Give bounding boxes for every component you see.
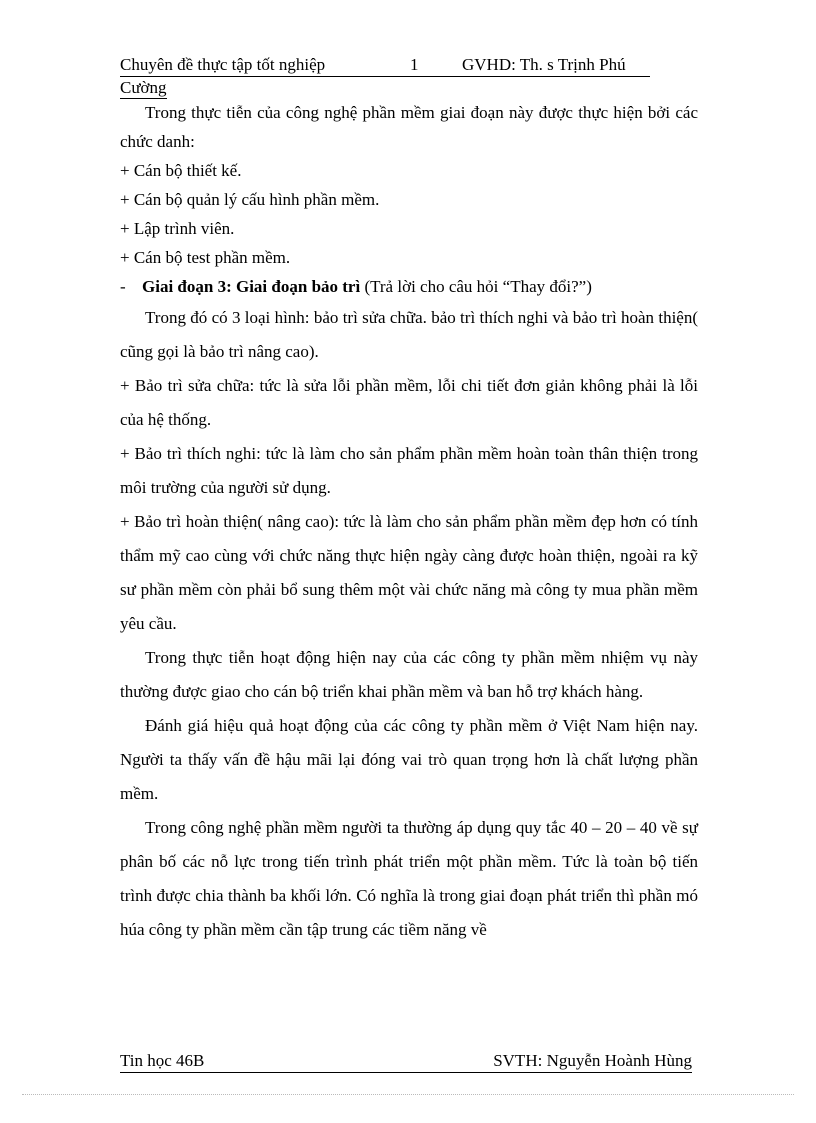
page-footer [120, 1050, 692, 1073]
list-item-adaptive: + Bảo trì thích nghi: tức là làm cho sản phẩm phần mềm hoàn toàn thân thiện trong môi trường của người sử dụng. [120, 444, 698, 497]
list-item-config-manager: + Cán bộ quản lý cấu hình phần mềm. [120, 190, 380, 209]
list-item-programmer: + Lập trình viên. [120, 219, 235, 238]
list-item-designer: + Cán bộ thiết kế. [120, 161, 242, 180]
header-page-number: 1 [410, 55, 419, 74]
section-heading-note: (Trả lời cho câu hỏi “Thay đổi?”) [360, 277, 592, 296]
section-heading-bold: Giai đoạn 3: Giai đoạn bảo trì [142, 277, 361, 296]
header-advisor: GVHD: Th. s Trịnh Phú [462, 55, 626, 74]
list-item-perfective: + Bảo trì hoàn thiện( nâng cao): tức là làm cho sản phẩm phần mềm đẹp hơn có tính thẩm mỹ cao cùng với chức năng thực hiện ngày càng được hoàn thiện, ngoài ra kỹ sư phần mềm còn phải bổ sung thêm một vài chức năng mà công ty mua phần mềm yêu cầu. [120, 512, 698, 633]
header-advisor-continuation: Cường [120, 78, 167, 97]
page-header [120, 54, 650, 99]
list-item-tester: + Cán bộ test phần mềm. [120, 248, 291, 267]
page-break-divider [22, 1094, 794, 1095]
paragraph-evaluation: Đánh giá hiệu quả hoạt động của các công ty phần mềm ở Việt Nam hiện nay. Người ta thấy vấn đề hậu mãi lại đóng vai trò quan trọng hơn là chất lượng phần mềm. [120, 716, 698, 803]
header-row [120, 54, 650, 77]
header-title: Chuyên đề thực tập tốt nghiệp [120, 55, 326, 74]
paragraph-practice: Trong thực tiễn hoạt động hiện nay của các công ty phần mềm nhiệm vụ này thường được giao cho cán bộ triển khai phần mềm và ban hỗ trợ khách hàng. [120, 648, 698, 701]
footer-class: Tin học 46B [120, 1051, 205, 1070]
footer-student: SVTH: Nguyễn Hoành Hùng [493, 1051, 692, 1070]
section-heading-phase-3 [120, 272, 698, 301]
document-body [120, 98, 698, 947]
list-item-corrective: + Bảo trì sửa chữa: tức là sửa lỗi phần mềm, lỗi chi tiết đơn giản không phải là lỗi của hệ thống. [120, 376, 698, 429]
paragraph-rule-40-20-40: Trong công nghệ phần mềm người ta thường áp dụng quy tắc 40 – 20 – 40 về sự phân bố các nỗ lực trong tiến trình phát triển một phần mềm. Tức là toàn bộ tiến trình được chia thành ba khối lớn. Có nghĩa là trong giai đoạn phát triển thì phần mó húa công ty phần mềm cần tập trung các tiềm năng về [120, 818, 698, 939]
paragraph-intro: Trong thực tiễn của công nghệ phần mềm giai đoạn này được thực hiện bởi các chức danh: [120, 103, 698, 151]
dash-marker: - [120, 277, 126, 296]
paragraph-maintenance-types: Trong đó có 3 loại hình: bảo trì sửa chữa. bảo trì thích nghi và bảo trì hoàn thiện( cũng gọi là bảo trì nâng cao). [120, 308, 698, 361]
